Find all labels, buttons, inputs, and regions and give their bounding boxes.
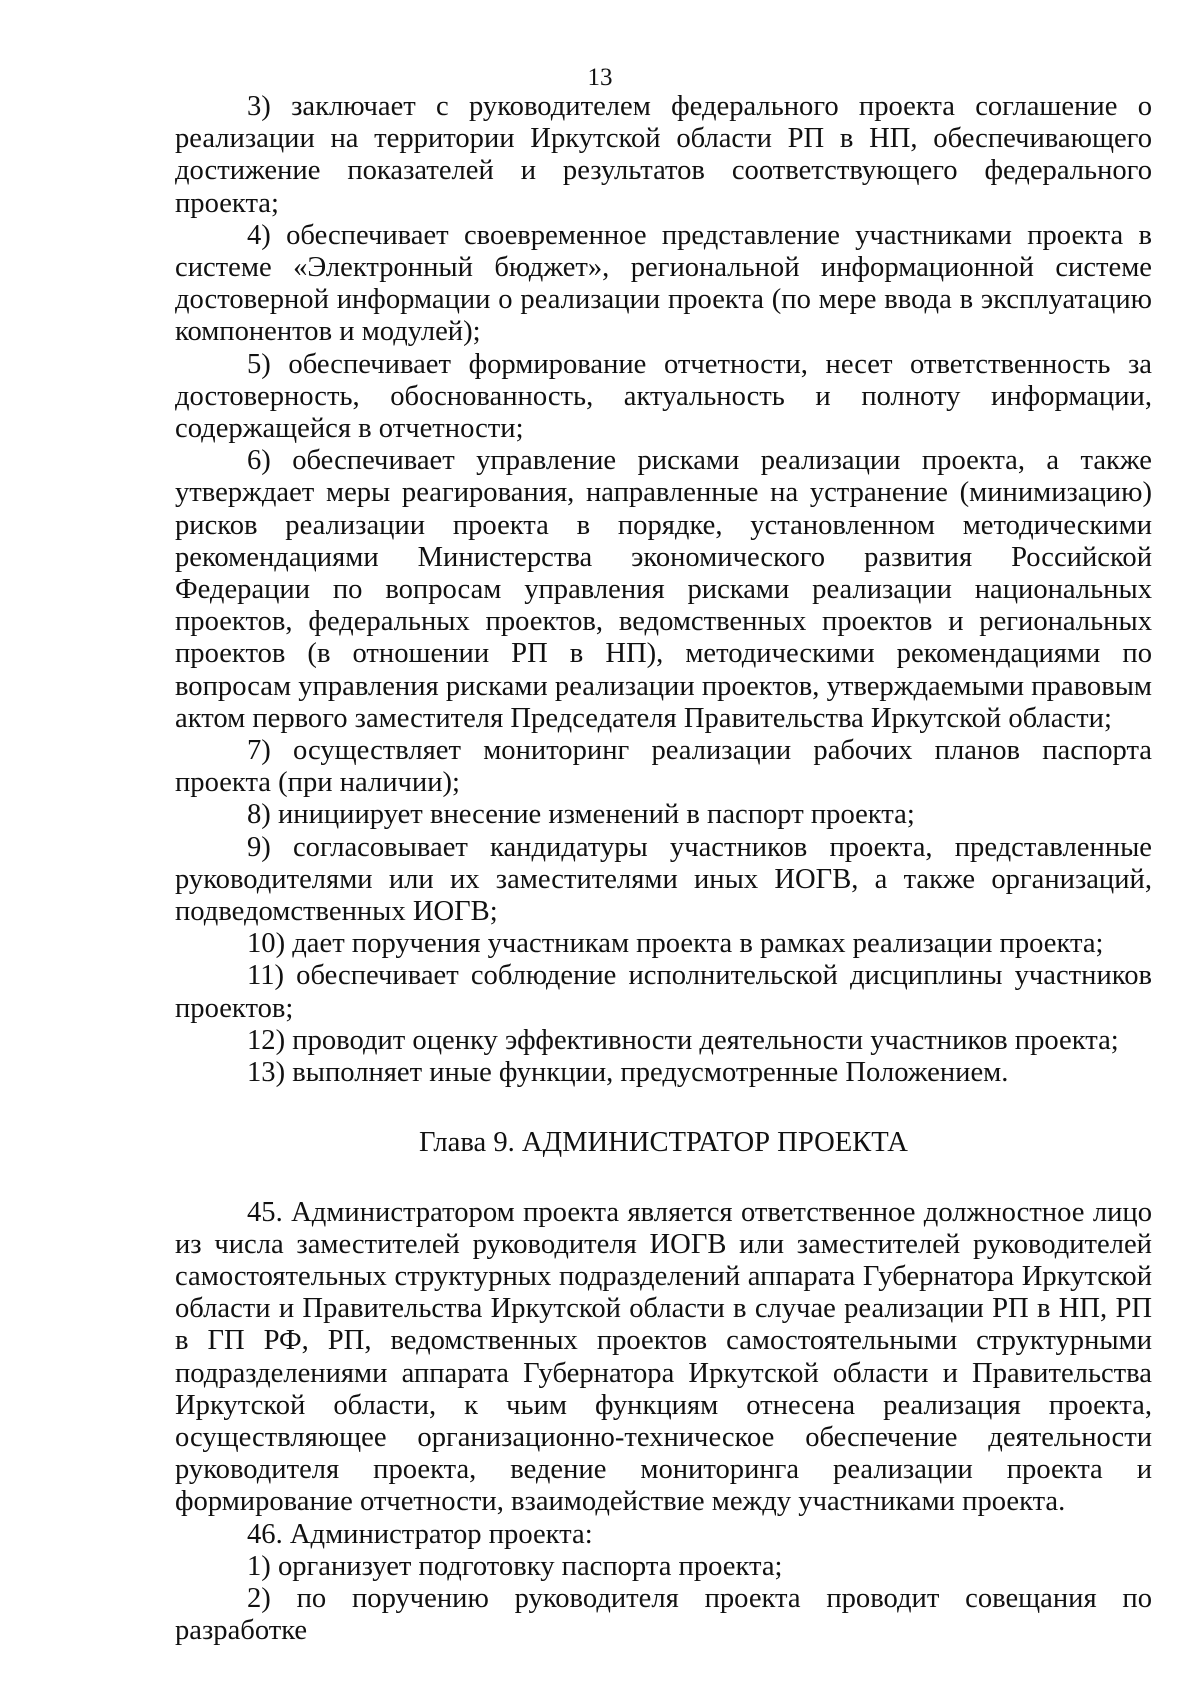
- list-item: 6) обеспечивает управление рисками реализации проекта, а также утверждает меры реагирования, направленные на устранение (минимизацию) рисков реализации проекта в порядке, установленном методическими рекомендациями Министерства экономического развития Российской Федерации по вопросам управления рисками реализации национальных проектов, федеральных проектов, ведомственных проектов и региональных проектов (в отношении РП в НП), методическими рекомендациями по вопросам управления рисками реализации проектов, утверждаемыми правовым актом первого заместителя Председателя Правительства Иркутской области;: [175, 445, 1152, 734]
- list-item: 8) инициирует внесение изменений в паспорт проекта;: [247, 799, 915, 831]
- list-item: 1) организует подготовку паспорта проекта;: [247, 1550, 783, 1582]
- page-number: 13: [587, 64, 613, 91]
- list-item: 2) по поручению руководителя проекта проводит совещания по разработке: [175, 1582, 1152, 1647]
- list-item: 11) обеспечивает соблюдение исполнительской дисциплины участников проектов;: [175, 960, 1152, 1024]
- list-item: 3) заключает с руководителем федерального проекта соглашение о реализации на территории Иркутской области РП в НП, обеспечивающего достижение показателей и результатов соответствующего федерального проекта;: [175, 91, 1152, 219]
- document-body: [175, 91, 1152, 1647]
- list-item: 7) осуществляет мониторинг реализации рабочих планов паспорта проекта (при наличии);: [175, 735, 1152, 799]
- list-item: 10) дает поручения участникам проекта в рамках реализации проекта;: [247, 928, 1104, 960]
- chapter-heading: Глава 9. АДМИНИСТРАТОР ПРОЕКТА: [419, 1127, 908, 1159]
- list-item: 13) выполняет иные функции, предусмотренные Положением.: [247, 1057, 1009, 1089]
- paragraph: 46. Администратор проекта:: [247, 1518, 593, 1550]
- list-item: 9) согласовывает кандидатуры участников проекта, представленные руководителями или их заместителями иных ИОГВ, а также организаций, подведомственных ИОГВ;: [175, 831, 1152, 928]
- paragraph: 45. Администратором проекта является ответственное должностное лицо из числа заместителей руководителя ИОГВ или заместителей руководителей самостоятельных структурных подразделений аппарата Губернатора Иркутской области и Правительства Иркутской области в случае реализации РП в НП, РП в ГП РФ, РП, ведомственных проектов самостоятельными структурными подразделениями аппарата Губернатора Иркутской области и Правительства Иркутской области, к чьим функциям отнесена реализация проекта, осуществляющее организационно-техническое обеспечение деятельности руководителя проекта, ведение мониторинга реализации проекта и формирование отчетности, взаимодействие между участниками проекта.: [175, 1196, 1152, 1518]
- list-item: 12) проводит оценку эффективности деятельности участников проекта;: [247, 1024, 1119, 1056]
- list-item: 5) обеспечивает формирование отчетности, несет ответственность за достоверность, обоснованность, актуальность и полноту информации, содержащейся в отчетности;: [175, 348, 1152, 445]
- list-item: 4) обеспечивает своевременное представление участниками проекта в системе «Электронный бюджет», региональной информационной системе достоверной информации о реализации проекта (по мере ввода в эксплуатацию компонентов и модулей);: [175, 219, 1152, 348]
